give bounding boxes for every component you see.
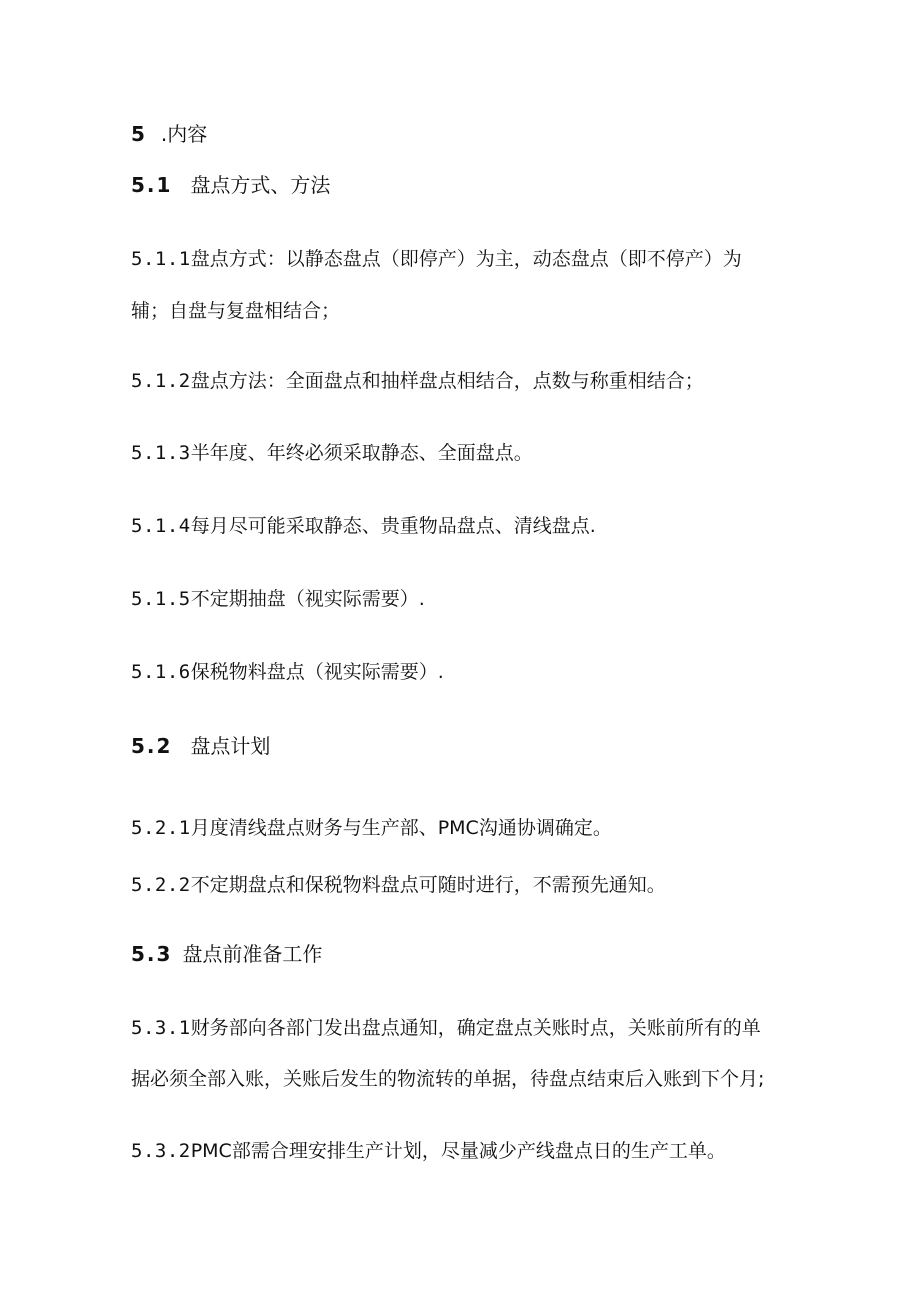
section-title: 盘点前准备工作 xyxy=(182,942,323,966)
section-5-1-heading xyxy=(131,172,330,198)
item-text: 不定期抽盘（视实际需要）. xyxy=(190,588,425,610)
item-number: 5.1.1 xyxy=(131,248,191,270)
section-title: 盘点方式、方法 xyxy=(190,173,331,197)
section-number: 5.1 xyxy=(131,173,173,197)
item-number: 5.1.5 xyxy=(131,588,191,610)
item-number: 5.3.2 xyxy=(131,1140,191,1162)
item-text-continued: 据必须全部入账，关账后发生的物流转的单据，待盘点结束后入账到下个月; xyxy=(131,1068,765,1090)
item-text: 月度清线盘点财务与生产部、PMC沟通协调确定。 xyxy=(190,817,612,839)
item-number: 5.3.1 xyxy=(131,1017,191,1039)
item-text: 盘点方法：全面盘点和抽样盘点相结合，点数与称重相结合； xyxy=(190,370,704,392)
item-text: 盘点方式：以静态盘点（即停产）为主，动态盘点（即不停产）为 xyxy=(190,248,742,270)
section-5-2-heading xyxy=(131,733,270,759)
item-5-1-4 xyxy=(131,513,596,539)
item-text: PMC部需合理安排生产计划，尽量减少产线盘点日的生产工单。 xyxy=(190,1140,726,1162)
item-5-3-1-line2 xyxy=(131,1066,764,1092)
item-5-2-1 xyxy=(131,815,612,841)
item-text-continued: 辅；自盘与复盘相结合； xyxy=(131,300,341,322)
item-5-1-5 xyxy=(131,586,425,612)
item-number: 5.1.3 xyxy=(131,442,191,464)
item-number: 5.2.1 xyxy=(131,817,191,839)
section-title: .内容 xyxy=(160,122,208,146)
item-5-2-2 xyxy=(131,872,666,898)
item-number: 5.1.2 xyxy=(131,370,191,392)
item-text: 财务部向各部门发出盘点通知，确定盘点关账时点，关账前所有的单 xyxy=(190,1017,761,1039)
section-5-3-heading xyxy=(131,941,322,967)
item-5-1-1-line2 xyxy=(131,298,340,324)
item-5-3-2 xyxy=(131,1138,726,1164)
item-text: 半年度、年终必须采取静态、全面盘点。 xyxy=(190,442,533,464)
section-number: 5 xyxy=(131,122,147,146)
item-text: 每月尽可能采取静态、贵重物品盘点、清线盘点. xyxy=(190,515,596,537)
item-number: 5.1.6 xyxy=(131,661,191,683)
section-5-heading xyxy=(131,121,207,147)
item-5-3-1-line1 xyxy=(131,1015,761,1041)
item-5-1-2 xyxy=(131,368,704,394)
item-5-1-6 xyxy=(131,659,444,685)
section-number: 5.3 xyxy=(131,942,173,966)
item-text: 不定期盘点和保税物料盘点可随时进行，不需预先通知。 xyxy=(190,874,666,896)
item-5-1-3 xyxy=(131,440,533,466)
section-title: 盘点计划 xyxy=(190,734,271,758)
item-number: 5.1.4 xyxy=(131,515,191,537)
item-text: 保税物料盘点（视实际需要）. xyxy=(190,661,444,683)
section-number: 5.2 xyxy=(131,734,173,758)
item-5-1-1-line1 xyxy=(131,246,742,272)
item-number: 5.2.2 xyxy=(131,874,191,896)
